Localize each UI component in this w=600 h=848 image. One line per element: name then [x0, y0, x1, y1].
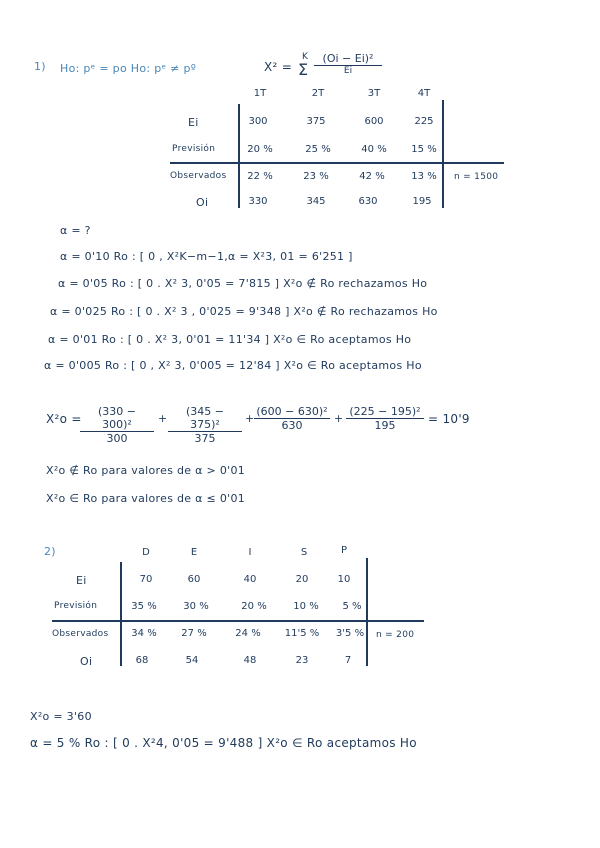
table-2-divider	[120, 562, 122, 666]
problem-1-label: 1)	[34, 60, 46, 73]
table-2-cell: 34 %	[131, 628, 157, 639]
chi-term-den: 375	[194, 432, 216, 445]
alpha-line: α = 0'025 Ro : [ 0 . X² 3 , 0'025 = 9'348 ] X²o ∉ Ro rechazamos Ho	[50, 305, 438, 318]
chi-value-2: X²o = 3'60	[30, 710, 92, 723]
formula-denominator: Ei	[343, 66, 353, 76]
table-1-cell: 42 %	[359, 171, 385, 182]
table-1-divider	[238, 104, 240, 208]
table-2-cell: 7	[344, 655, 352, 666]
table-2-cell: 3'5 %	[335, 628, 365, 639]
table-1-cell: 195	[412, 196, 432, 207]
table-1-cell: 330	[248, 196, 268, 207]
chi-term-den: 300	[106, 432, 128, 445]
table-1-cell: 13 %	[411, 171, 437, 182]
chi-term-num: (330 − 300)²	[80, 405, 154, 432]
table-2-cell: 23	[295, 655, 309, 666]
chi-lhs: X²o =	[46, 412, 82, 426]
alpha-line: α = 0'005 Ro : [ 0 , X² 3, 0'005 = 12'84 ] X²o ∈ Ro aceptamos Ho	[44, 359, 422, 372]
formula-lhs: X² =	[264, 60, 293, 74]
table-1-cell: 300	[248, 116, 268, 127]
chi-term-num: (225 − 195)²	[346, 405, 424, 419]
table-1-cell: 225	[414, 116, 434, 127]
formula-numerator: (Oi − Ei)²	[314, 52, 382, 66]
table-1-divider	[170, 162, 504, 164]
table-1-row-label: Ei	[188, 116, 199, 129]
chi-term	[80, 405, 154, 445]
table-1-cell: 20 %	[247, 144, 273, 155]
table-2-row-label: Observados	[52, 629, 109, 639]
table-1-header: 1T	[253, 88, 267, 99]
table-2-n: n = 200	[376, 630, 415, 640]
table-1-header: 2T	[311, 88, 325, 99]
chi-term-num: (345 − 375)²	[168, 405, 242, 432]
alpha-line: α = 0'10 Ro : [ 0 , X²K−m−1,α = X²3, 01 = 6'251 ]	[60, 250, 353, 263]
table-2-cell: 10 %	[293, 601, 319, 612]
table-2-cell: 27 %	[181, 628, 207, 639]
plus-sign: +	[334, 412, 344, 425]
chi-result: = 10'9	[428, 412, 470, 426]
table-1-cell: 40 %	[361, 144, 387, 155]
table-1-header: 4T	[417, 88, 431, 99]
formula-sigma: Σ	[298, 60, 309, 79]
table-2-row-label: Oi	[80, 655, 93, 668]
table-1-n: n = 1500	[454, 172, 499, 182]
chi-term-den: 630	[281, 419, 303, 432]
alpha-line: α = 0'01 Ro : [ 0 . X² 3, 0'01 = 11'34 ] X²o ∈ Ro aceptamos Ho	[48, 333, 412, 346]
plus-sign: +	[158, 412, 168, 425]
chi-term	[168, 405, 242, 445]
table-2-divider	[366, 558, 368, 666]
table-2-cell: 10	[337, 574, 351, 585]
table-2-row-label: Ei	[76, 574, 87, 587]
table-2-cell: 35 %	[131, 601, 157, 612]
table-2-header: E	[190, 547, 198, 558]
table-2-divider	[52, 620, 424, 622]
table-2-cell: 20 %	[241, 601, 267, 612]
table-1-cell: 600	[364, 116, 384, 127]
table-1-cell: 25 %	[305, 144, 331, 155]
table-1-cell: 23 %	[303, 171, 329, 182]
table-1-cell: 15 %	[411, 144, 437, 155]
table-2-cell: 5 %	[342, 601, 362, 612]
table-2-cell: 68	[135, 655, 149, 666]
alpha-line: α = 0'05 Ro : [ 0 . X² 3, 0'05 = 7'815 ] X²o ∉ Ro rechazamos Ho	[58, 277, 428, 290]
problem-2-label: 2)	[44, 545, 56, 558]
table-2-header: D	[142, 547, 150, 558]
table-1-cell: 630	[358, 196, 378, 207]
chi-term	[254, 405, 330, 432]
table-1-cell: 345	[306, 196, 326, 207]
table-1-row-label: Observados	[170, 171, 227, 181]
table-1-divider	[442, 100, 444, 208]
table-2-cell: 48	[243, 655, 257, 666]
table-1-header: 3T	[367, 88, 381, 99]
table-1-cell: 22 %	[247, 171, 273, 182]
table-2-row-label: Previsión	[54, 601, 98, 611]
table-2-cell: 40	[243, 574, 257, 585]
table-2-header: S	[300, 547, 308, 558]
table-1-cell: 375	[306, 116, 326, 127]
conclusion-line: X²o ∉ Ro para valores de α > 0'01	[46, 464, 246, 477]
table-2-cell: 20	[295, 574, 309, 585]
plus-sign: +	[245, 412, 255, 425]
table-2-cell: 11'5 %	[284, 628, 320, 639]
table-2-header: I	[248, 547, 252, 558]
conclusion-line: X²o ∈ Ro para valores de α ≤ 0'01	[46, 492, 246, 505]
hypotheses-text: Ho: pᵉ = po Ho: pᵉ ≠ pº	[60, 62, 197, 75]
formula-sigma-top: K	[302, 52, 309, 62]
formula-fraction	[314, 52, 382, 76]
table-2-cell: 24 %	[235, 628, 261, 639]
table-1-row-label: Previsión	[172, 144, 216, 154]
table-2-cell: 60	[187, 574, 201, 585]
chi-term-num: (600 − 630)²	[254, 405, 330, 419]
table-2-header: P	[340, 545, 348, 556]
chi-term-den: 195	[374, 419, 396, 432]
table-2-cell: 54	[185, 655, 199, 666]
table-1-row-label: Oi	[196, 196, 209, 209]
final-line-2: α = 5 % Ro : [ 0 . X²4, 0'05 = 9'488 ] X²o ∈ Ro aceptamos Ho	[30, 736, 417, 750]
alpha-question: α = ?	[60, 224, 91, 237]
chi-term	[346, 405, 424, 432]
table-2-cell: 70	[139, 574, 153, 585]
table-2-cell: 30 %	[183, 601, 209, 612]
